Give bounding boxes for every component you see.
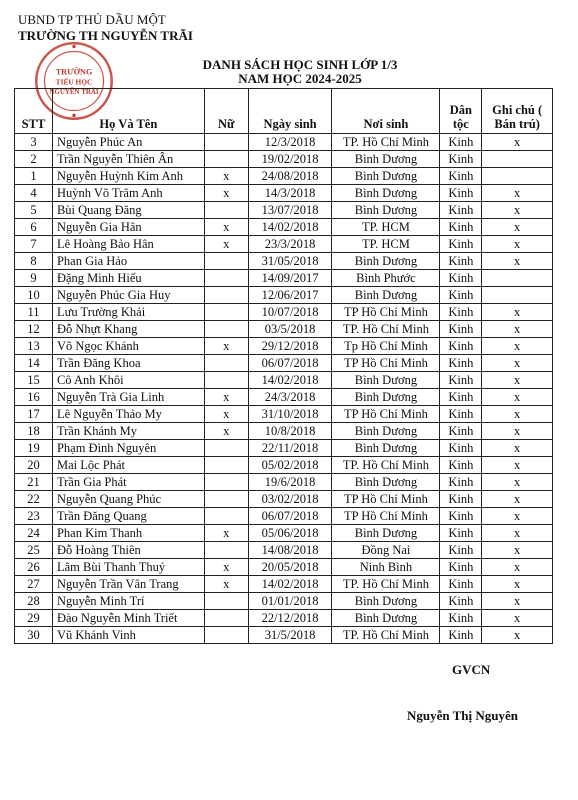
cell-stt: 29	[15, 610, 53, 627]
cell-dob: 23/3/2018	[248, 236, 332, 253]
student-roster-table	[14, 88, 553, 644]
cell-pob: TP. Hồ Chí Minh	[332, 627, 440, 644]
cell-ethnic: Kinh	[440, 576, 482, 593]
cell-stt: 12	[15, 321, 53, 338]
svg-text:TIỂU HỌC: TIỂU HỌC	[55, 77, 93, 87]
cell-dob: 01/01/2018	[248, 593, 332, 610]
cell-stt: 22	[15, 491, 53, 508]
cell-dob: 14/09/2017	[248, 270, 332, 287]
table-row	[15, 372, 553, 389]
cell-ethnic: Kinh	[440, 151, 482, 168]
cell-female	[204, 253, 248, 270]
cell-ethnic: Kinh	[440, 202, 482, 219]
cell-note: x	[482, 236, 553, 253]
cell-dob: 22/12/2018	[248, 610, 332, 627]
cell-female	[204, 542, 248, 559]
cell-note: x	[482, 610, 553, 627]
cell-dob: 06/07/2018	[248, 355, 332, 372]
cell-name: Trần Nguyễn Thiên Ân	[52, 151, 204, 168]
table-body	[15, 134, 553, 644]
cell-note	[482, 287, 553, 304]
cell-pob: TP Hồ Chí Minh	[332, 491, 440, 508]
cell-pob: TP. Hồ Chí Minh	[332, 134, 440, 151]
cell-female	[204, 202, 248, 219]
cell-name: Phan Gia Hảo	[52, 253, 204, 270]
table-row	[15, 525, 553, 542]
table-row	[15, 627, 553, 644]
cell-female	[204, 627, 248, 644]
cell-dob: 14/08/2018	[248, 542, 332, 559]
cell-female	[204, 491, 248, 508]
table-row	[15, 457, 553, 474]
cell-female	[204, 134, 248, 151]
cell-note: x	[482, 202, 553, 219]
org-name: UBND TP THỦ DẦU MỘT	[18, 12, 166, 27]
cell-note: x	[482, 525, 553, 542]
cell-ethnic: Kinh	[440, 474, 482, 491]
cell-stt: 13	[15, 338, 53, 355]
cell-stt: 8	[15, 253, 53, 270]
cell-ethnic: Kinh	[440, 304, 482, 321]
cell-name: Lưu Trường Khải	[52, 304, 204, 321]
cell-note: x	[482, 304, 553, 321]
cell-name: Nguyễn Quang Phúc	[52, 491, 204, 508]
cell-ethnic: Kinh	[440, 321, 482, 338]
cell-note: x	[482, 134, 553, 151]
cell-female: x	[204, 406, 248, 423]
cell-dob: 06/07/2018	[248, 508, 332, 525]
cell-name: Trần Gia Phát	[52, 474, 204, 491]
cell-name: Lê Nguyễn Thảo My	[52, 406, 204, 423]
cell-dob: 14/02/2018	[248, 219, 332, 236]
cell-name: Nguyễn Trần Vân Trang	[52, 576, 204, 593]
cell-pob: Bình Dương	[332, 440, 440, 457]
cell-stt: 10	[15, 287, 53, 304]
table-row	[15, 219, 553, 236]
cell-stt: 30	[15, 627, 53, 644]
cell-note: x	[482, 219, 553, 236]
cell-ethnic: Kinh	[440, 457, 482, 474]
table-row	[15, 576, 553, 593]
cell-pob: Bình Dương	[332, 168, 440, 185]
cell-ethnic: Kinh	[440, 559, 482, 576]
cell-name: Trần Đăng Quang	[52, 508, 204, 525]
cell-ethnic: Kinh	[440, 219, 482, 236]
cell-name: Huỳnh Võ Trâm Anh	[52, 185, 204, 202]
cell-stt: 14	[15, 355, 53, 372]
cell-stt: 25	[15, 542, 53, 559]
cell-stt: 4	[15, 185, 53, 202]
cell-name: Lê Hoàng Bảo Hân	[52, 236, 204, 253]
cell-pob: Bình Dương	[332, 202, 440, 219]
cell-ethnic: Kinh	[440, 270, 482, 287]
cell-stt: 27	[15, 576, 53, 593]
table-row	[15, 321, 553, 338]
cell-ethnic: Kinh	[440, 406, 482, 423]
cell-stt: 24	[15, 525, 53, 542]
cell-note: x	[482, 321, 553, 338]
cell-ethnic: Kinh	[440, 542, 482, 559]
table-row	[15, 593, 553, 610]
cell-dob: 10/8/2018	[248, 423, 332, 440]
footer-signer-name: Nguyễn Thị Nguyên	[407, 708, 519, 723]
cell-pob: TP. Hồ Chí Minh	[332, 321, 440, 338]
table-row	[15, 389, 553, 406]
cell-pob: TP Hồ Chí Minh	[332, 355, 440, 372]
cell-name: Trần Khánh My	[52, 423, 204, 440]
cell-name: Nguyễn Trà Gia Linh	[52, 389, 204, 406]
cell-pob: TP Hồ Chí Minh	[332, 508, 440, 525]
cell-name: Nguyễn Phúc An	[52, 134, 204, 151]
cell-ethnic: Kinh	[440, 134, 482, 151]
table-row	[15, 253, 553, 270]
table-row	[15, 202, 553, 219]
cell-note: x	[482, 474, 553, 491]
cell-female: x	[204, 185, 248, 202]
table-row	[15, 440, 553, 457]
cell-dob: 12/3/2018	[248, 134, 332, 151]
table-row	[15, 423, 553, 440]
cell-stt: 19	[15, 440, 53, 457]
cell-dob: 14/02/2018	[248, 576, 332, 593]
cell-note	[482, 168, 553, 185]
cell-name: Phạm Đình Nguyên	[52, 440, 204, 457]
cell-stt: 9	[15, 270, 53, 287]
cell-female: x	[204, 576, 248, 593]
cell-pob: Bình Dương	[332, 253, 440, 270]
cell-pob: Bình Dương	[332, 372, 440, 389]
table-row	[15, 542, 553, 559]
cell-female	[204, 321, 248, 338]
cell-note: x	[482, 576, 553, 593]
cell-dob: 29/12/2018	[248, 338, 332, 355]
cell-name: Nguyễn Gia Hân	[52, 219, 204, 236]
table-row	[15, 168, 553, 185]
cell-dob: 19/02/2018	[248, 151, 332, 168]
cell-stt: 28	[15, 593, 53, 610]
cell-note: x	[482, 440, 553, 457]
cell-name: Đặng Minh Hiếu	[52, 270, 204, 287]
cell-note: x	[482, 593, 553, 610]
cell-name: Phan Kim Thanh	[52, 525, 204, 542]
cell-ethnic: Kinh	[440, 593, 482, 610]
document-title: DANH SÁCH HỌC SINH LỚP 1/3	[202, 57, 398, 72]
cell-dob: 24/08/2018	[248, 168, 332, 185]
table-row	[15, 185, 553, 202]
table-header-row	[15, 89, 553, 134]
cell-stt: 5	[15, 202, 53, 219]
cell-stt: 1	[15, 168, 53, 185]
cell-dob: 03/5/2018	[248, 321, 332, 338]
cell-ethnic: Kinh	[440, 168, 482, 185]
cell-pob: TP. HCM	[332, 219, 440, 236]
cell-female: x	[204, 236, 248, 253]
table-row	[15, 508, 553, 525]
cell-stt: 20	[15, 457, 53, 474]
col-header-ethnic: Dân tộc	[440, 89, 482, 134]
cell-ethnic: Kinh	[440, 236, 482, 253]
col-header-stt: STT	[15, 89, 53, 134]
cell-pob: Bình Dương	[332, 151, 440, 168]
cell-name: Bùi Quang Đăng	[52, 202, 204, 219]
cell-note: x	[482, 559, 553, 576]
cell-name: Vũ Khánh Vinh	[52, 627, 204, 644]
cell-female: x	[204, 338, 248, 355]
cell-name: Nguyễn Phúc Gia Huy	[52, 287, 204, 304]
school-name: TRƯỜNG TH NGUYỄN TRÃI	[18, 28, 193, 43]
cell-note: x	[482, 355, 553, 372]
cell-pob: TP. Hồ Chí Minh	[332, 576, 440, 593]
cell-dob: 05/02/2018	[248, 457, 332, 474]
cell-name: Lâm Bùi Thanh Thuý	[52, 559, 204, 576]
cell-dob: 13/07/2018	[248, 202, 332, 219]
svg-text:NGUYỄN TRÃI: NGUYỄN TRÃI	[49, 88, 99, 97]
cell-dob: 03/02/2018	[248, 491, 332, 508]
table-row	[15, 474, 553, 491]
col-header-female: Nữ	[204, 89, 248, 134]
table-row	[15, 559, 553, 576]
cell-ethnic: Kinh	[440, 491, 482, 508]
cell-ethnic: Kinh	[440, 508, 482, 525]
cell-female	[204, 610, 248, 627]
cell-pob: Bình Dương	[332, 474, 440, 491]
cell-note: x	[482, 423, 553, 440]
cell-dob: 24/3/2018	[248, 389, 332, 406]
cell-stt: 18	[15, 423, 53, 440]
cell-stt: 3	[15, 134, 53, 151]
cell-name: Đỗ Hoàng Thiên	[52, 542, 204, 559]
col-header-note: Ghi chú ( Bán trú)	[482, 89, 553, 134]
table-row	[15, 134, 553, 151]
cell-female	[204, 304, 248, 321]
cell-female: x	[204, 559, 248, 576]
cell-ethnic: Kinh	[440, 185, 482, 202]
table-row	[15, 491, 553, 508]
cell-pob: TP. HCM	[332, 236, 440, 253]
cell-note: x	[482, 389, 553, 406]
cell-ethnic: Kinh	[440, 610, 482, 627]
cell-pob: TP Hồ Chí Minh	[332, 304, 440, 321]
cell-pob: Bình Dương	[332, 525, 440, 542]
cell-dob: 31/05/2018	[248, 253, 332, 270]
cell-pob: Bình Dương	[332, 389, 440, 406]
cell-note: x	[482, 491, 553, 508]
cell-ethnic: Kinh	[440, 338, 482, 355]
cell-pob: Bình Dương	[332, 610, 440, 627]
col-header-name: Họ Và Tên	[52, 89, 204, 134]
cell-pob: Bình Dương	[332, 287, 440, 304]
cell-female	[204, 355, 248, 372]
cell-dob: 22/11/2018	[248, 440, 332, 457]
cell-female	[204, 593, 248, 610]
table-row	[15, 610, 553, 627]
cell-female	[204, 270, 248, 287]
cell-note: x	[482, 406, 553, 423]
cell-pob: Đồng Nai	[332, 542, 440, 559]
cell-ethnic: Kinh	[440, 440, 482, 457]
cell-stt: 16	[15, 389, 53, 406]
cell-pob: Tp Hồ Chí Minh	[332, 338, 440, 355]
cell-pob: Ninh Bình	[332, 559, 440, 576]
cell-female	[204, 508, 248, 525]
cell-name: Trần Đăng Khoa	[52, 355, 204, 372]
cell-dob: 19/6/2018	[248, 474, 332, 491]
cell-female	[204, 287, 248, 304]
cell-note	[482, 151, 553, 168]
cell-note: x	[482, 457, 553, 474]
cell-note: x	[482, 338, 553, 355]
table-row	[15, 236, 553, 253]
svg-text:TRƯỜNG: TRƯỜNG	[55, 67, 93, 77]
table-row	[15, 151, 553, 168]
cell-ethnic: Kinh	[440, 287, 482, 304]
cell-female: x	[204, 525, 248, 542]
cell-name: Đỗ Nhựt Khang	[52, 321, 204, 338]
cell-note	[482, 270, 553, 287]
cell-dob: 12/06/2017	[248, 287, 332, 304]
cell-pob: Bình Dương	[332, 423, 440, 440]
school-year: NAM HỌC 2024-2025	[238, 71, 362, 86]
cell-ethnic: Kinh	[440, 253, 482, 270]
cell-pob: TP Hồ Chí Minh	[332, 406, 440, 423]
col-header-dob: Ngày sinh	[248, 89, 332, 134]
table-row	[15, 338, 553, 355]
cell-pob: TP. Hồ Chí Minh	[332, 457, 440, 474]
cell-female	[204, 474, 248, 491]
cell-note: x	[482, 508, 553, 525]
cell-ethnic: Kinh	[440, 355, 482, 372]
cell-stt: 23	[15, 508, 53, 525]
cell-pob: Bình Phước	[332, 270, 440, 287]
cell-pob: Bình Dương	[332, 593, 440, 610]
cell-stt: 21	[15, 474, 53, 491]
cell-ethnic: Kinh	[440, 627, 482, 644]
cell-female: x	[204, 423, 248, 440]
cell-ethnic: Kinh	[440, 389, 482, 406]
cell-dob: 05/06/2018	[248, 525, 332, 542]
cell-name: Võ Ngọc Khánh	[52, 338, 204, 355]
cell-pob: Bình Dương	[332, 185, 440, 202]
cell-note: x	[482, 627, 553, 644]
cell-ethnic: Kinh	[440, 372, 482, 389]
cell-stt: 2	[15, 151, 53, 168]
cell-note: x	[482, 253, 553, 270]
cell-dob: 14/02/2018	[248, 372, 332, 389]
cell-ethnic: Kinh	[440, 423, 482, 440]
cell-dob: 20/05/2018	[248, 559, 332, 576]
cell-name: Mai Lộc Phát	[52, 457, 204, 474]
col-header-pob: Nơi sinh	[332, 89, 440, 134]
cell-female	[204, 151, 248, 168]
cell-dob: 31/5/2018	[248, 627, 332, 644]
table-row	[15, 355, 553, 372]
cell-female: x	[204, 168, 248, 185]
cell-female: x	[204, 219, 248, 236]
table-row	[15, 287, 553, 304]
cell-female: x	[204, 389, 248, 406]
cell-female	[204, 440, 248, 457]
cell-name: Nguyễn Minh Trí	[52, 593, 204, 610]
cell-note: x	[482, 372, 553, 389]
cell-stt: 26	[15, 559, 53, 576]
cell-stt: 17	[15, 406, 53, 423]
cell-name: Cô Anh Khôi	[52, 372, 204, 389]
footer-role: GVCN	[452, 662, 491, 677]
table-row	[15, 270, 553, 287]
cell-dob: 10/07/2018	[248, 304, 332, 321]
cell-name: Nguyễn Huỳnh Kim Anh	[52, 168, 204, 185]
cell-stt: 15	[15, 372, 53, 389]
cell-stt: 11	[15, 304, 53, 321]
cell-note: x	[482, 185, 553, 202]
cell-female	[204, 372, 248, 389]
cell-stt: 6	[15, 219, 53, 236]
cell-note: x	[482, 542, 553, 559]
cell-ethnic: Kinh	[440, 525, 482, 542]
table-row	[15, 406, 553, 423]
table-row	[15, 304, 553, 321]
cell-name: Đào Nguyễn Minh Triết	[52, 610, 204, 627]
cell-dob: 31/10/2018	[248, 406, 332, 423]
cell-dob: 14/3/2018	[248, 185, 332, 202]
cell-female	[204, 457, 248, 474]
cell-stt: 7	[15, 236, 53, 253]
